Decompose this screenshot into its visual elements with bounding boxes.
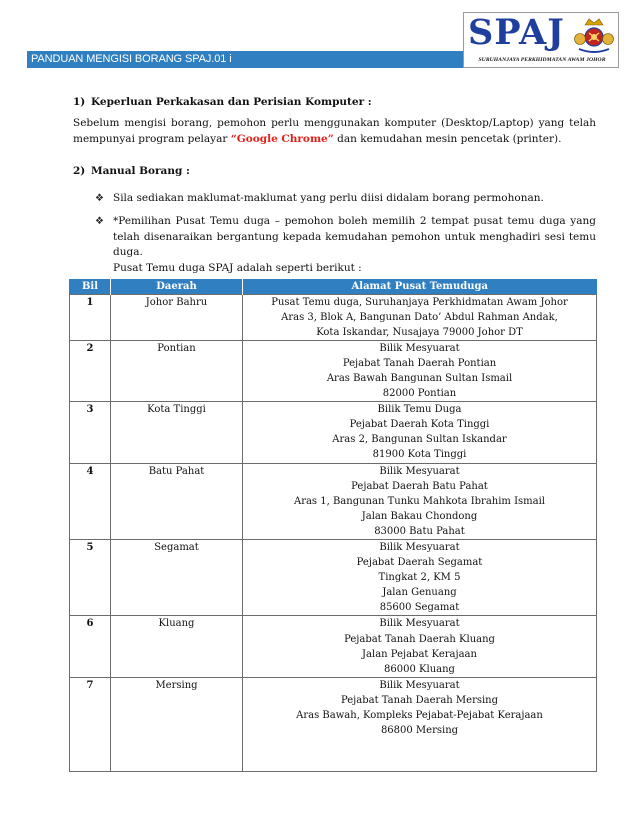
google-chrome-highlight: “Google Chrome” xyxy=(230,132,334,145)
cell-alamat xyxy=(243,340,597,401)
cell-bil: 2 xyxy=(70,340,111,401)
address-line: 82000 Pontian xyxy=(382,388,457,400)
paragraph-text-after: dan kemudahan mesin pencetak (printer). xyxy=(333,132,562,145)
cell-daerah: Kota Tinggi xyxy=(111,402,243,463)
address-line: Aras 2, Bangunan Sultan Iskandar xyxy=(332,434,507,446)
address-line: 86000 Kluang xyxy=(384,663,455,675)
table-row xyxy=(70,616,597,677)
cell-alamat xyxy=(243,677,597,771)
address-line: Aras 3, Blok A, Bangunan Dato’ Abdul Rahman Andak, xyxy=(281,311,558,323)
address-line: Kota Iskandar, Nusajaya 79000 Johor DT xyxy=(316,326,523,338)
cell-bil: 5 xyxy=(70,540,111,616)
address-line: 83000 Batu Pahat xyxy=(374,525,465,537)
address-line: Aras Bawah Bangunan Sultan Ismail xyxy=(326,372,513,384)
table-body xyxy=(70,294,597,771)
address-line: 85600 Segamat xyxy=(379,602,460,614)
logo-subtitle: SURUHANJAYA PERKHIDMATAN AWAM JOHOR xyxy=(478,57,606,63)
header-alamat: Alamat Pusat Temuduga xyxy=(243,279,597,294)
section-2-title: Manual Borang : xyxy=(91,165,190,177)
paragraph-text-before: Sebelum mengisi borang, pemohon perlu menggunakan komputer (Desktop/Laptop) yang telah mempunyai program pelayar xyxy=(73,117,596,145)
table-row xyxy=(70,294,597,340)
cell-bil: 4 xyxy=(70,463,111,539)
cell-bil: 7 xyxy=(70,677,111,771)
bullet-2-line-2: Pusat Temu duga SPAJ adalah seperti berikut : xyxy=(113,261,362,274)
bullet-1-text: Sila sediakan maklumat-maklumat yang perlu diisi didalam borang permohonan. xyxy=(113,192,544,204)
address-line: Pejabat Daerah Segamat xyxy=(356,557,483,569)
address-line: Pejabat Tanah Daerah Mersing xyxy=(340,694,499,706)
bullet-item-2 xyxy=(95,214,596,276)
address-line: Pejabat Tanah Daerah Kluang xyxy=(344,633,495,645)
bullet-item-1 xyxy=(95,191,596,207)
cell-daerah: Kluang xyxy=(111,616,243,677)
bullet-2-text xyxy=(113,214,596,276)
pusat-temuduga-table xyxy=(69,279,597,772)
cell-daerah: Pontian xyxy=(111,340,243,401)
address-line: Aras 1, Bangunan Tunku Mahkota Ibrahim Ismail xyxy=(293,495,546,507)
diamond-bullet-icon: ❖ xyxy=(95,216,104,227)
table-row xyxy=(70,463,597,539)
table-row xyxy=(70,340,597,401)
cell-daerah: Johor Bahru xyxy=(111,294,243,340)
address-line: Bilik Mesyuarat xyxy=(379,465,460,477)
address-line: Pejabat Tanah Daerah Pontian xyxy=(342,357,497,369)
address-line: Bilik Mesyuarat xyxy=(379,679,460,691)
johor-crest-icon xyxy=(571,15,617,55)
bullet-2-line-1: *Pemilihan Pusat Temu duga – pemohon boleh memilih 2 tempat pusat temu duga yang telah disenaraikan bergantung kepada kemudahan pemohon untuk menghadiri sesi temu duga. xyxy=(113,215,596,258)
cell-daerah: Segamat xyxy=(111,540,243,616)
cell-alamat xyxy=(243,463,597,539)
table-header-row xyxy=(70,279,597,294)
address-line: Jalan Genuang xyxy=(382,587,457,599)
cell-bil: 3 xyxy=(70,402,111,463)
section-2-number: 2) xyxy=(73,165,86,177)
address-line: Aras Bawah, Kompleks Pejabat-Pejabat Kerajaan xyxy=(296,710,543,722)
section-1-title: Keperluan Perkakasan dan Perisian Komputer : xyxy=(91,96,372,108)
address-line: Bilik Temu Duga xyxy=(377,404,462,416)
cell-bil: 6 xyxy=(70,616,111,677)
address-line: 81900 Kota Tinggi xyxy=(372,449,467,461)
address-line: Bilik Mesyuarat xyxy=(379,542,460,553)
cell-alamat xyxy=(243,540,597,616)
header-daerah: Daerah xyxy=(111,279,243,294)
section-1-heading xyxy=(73,96,372,108)
document-title: PANDUAN MENGISI BORANG SPAJ.01 i xyxy=(31,53,232,65)
diamond-bullet-icon: ❖ xyxy=(95,193,104,204)
table-row xyxy=(70,677,597,771)
table-row xyxy=(70,402,597,463)
address-line: Bilik Mesyuarat xyxy=(379,342,460,354)
address-line: 86800 Mersing xyxy=(380,725,459,737)
address-line: Tingkat 2, KM 5 xyxy=(378,572,461,584)
address-line: Bilik Mesyuarat xyxy=(379,618,460,630)
section-1-number: 1) xyxy=(73,96,86,108)
cell-bil: 1 xyxy=(70,294,111,340)
address-line: Pejabat Daerah Batu Pahat xyxy=(351,480,488,492)
cell-daerah: Batu Pahat xyxy=(111,463,243,539)
header-bil: Bil xyxy=(70,279,111,294)
address-line: Pejabat Daerah Kota Tinggi xyxy=(349,419,490,431)
cell-alamat xyxy=(243,402,597,463)
logo-text: SPAJ xyxy=(468,12,565,53)
cell-alamat xyxy=(243,294,597,340)
address-line: Jalan Bakau Chondong xyxy=(361,510,478,522)
spaj-logo xyxy=(463,12,619,68)
address-line: Pusat Temu duga, Suruhanjaya Perkhidmatan Awam Johor xyxy=(271,296,568,308)
section-2-heading xyxy=(73,165,190,177)
table-row xyxy=(70,540,597,616)
address-line: Jalan Pejabat Kerajaan xyxy=(362,648,477,660)
cell-daerah: Mersing xyxy=(111,677,243,771)
cell-alamat xyxy=(243,616,597,677)
section-1-paragraph xyxy=(73,116,596,147)
